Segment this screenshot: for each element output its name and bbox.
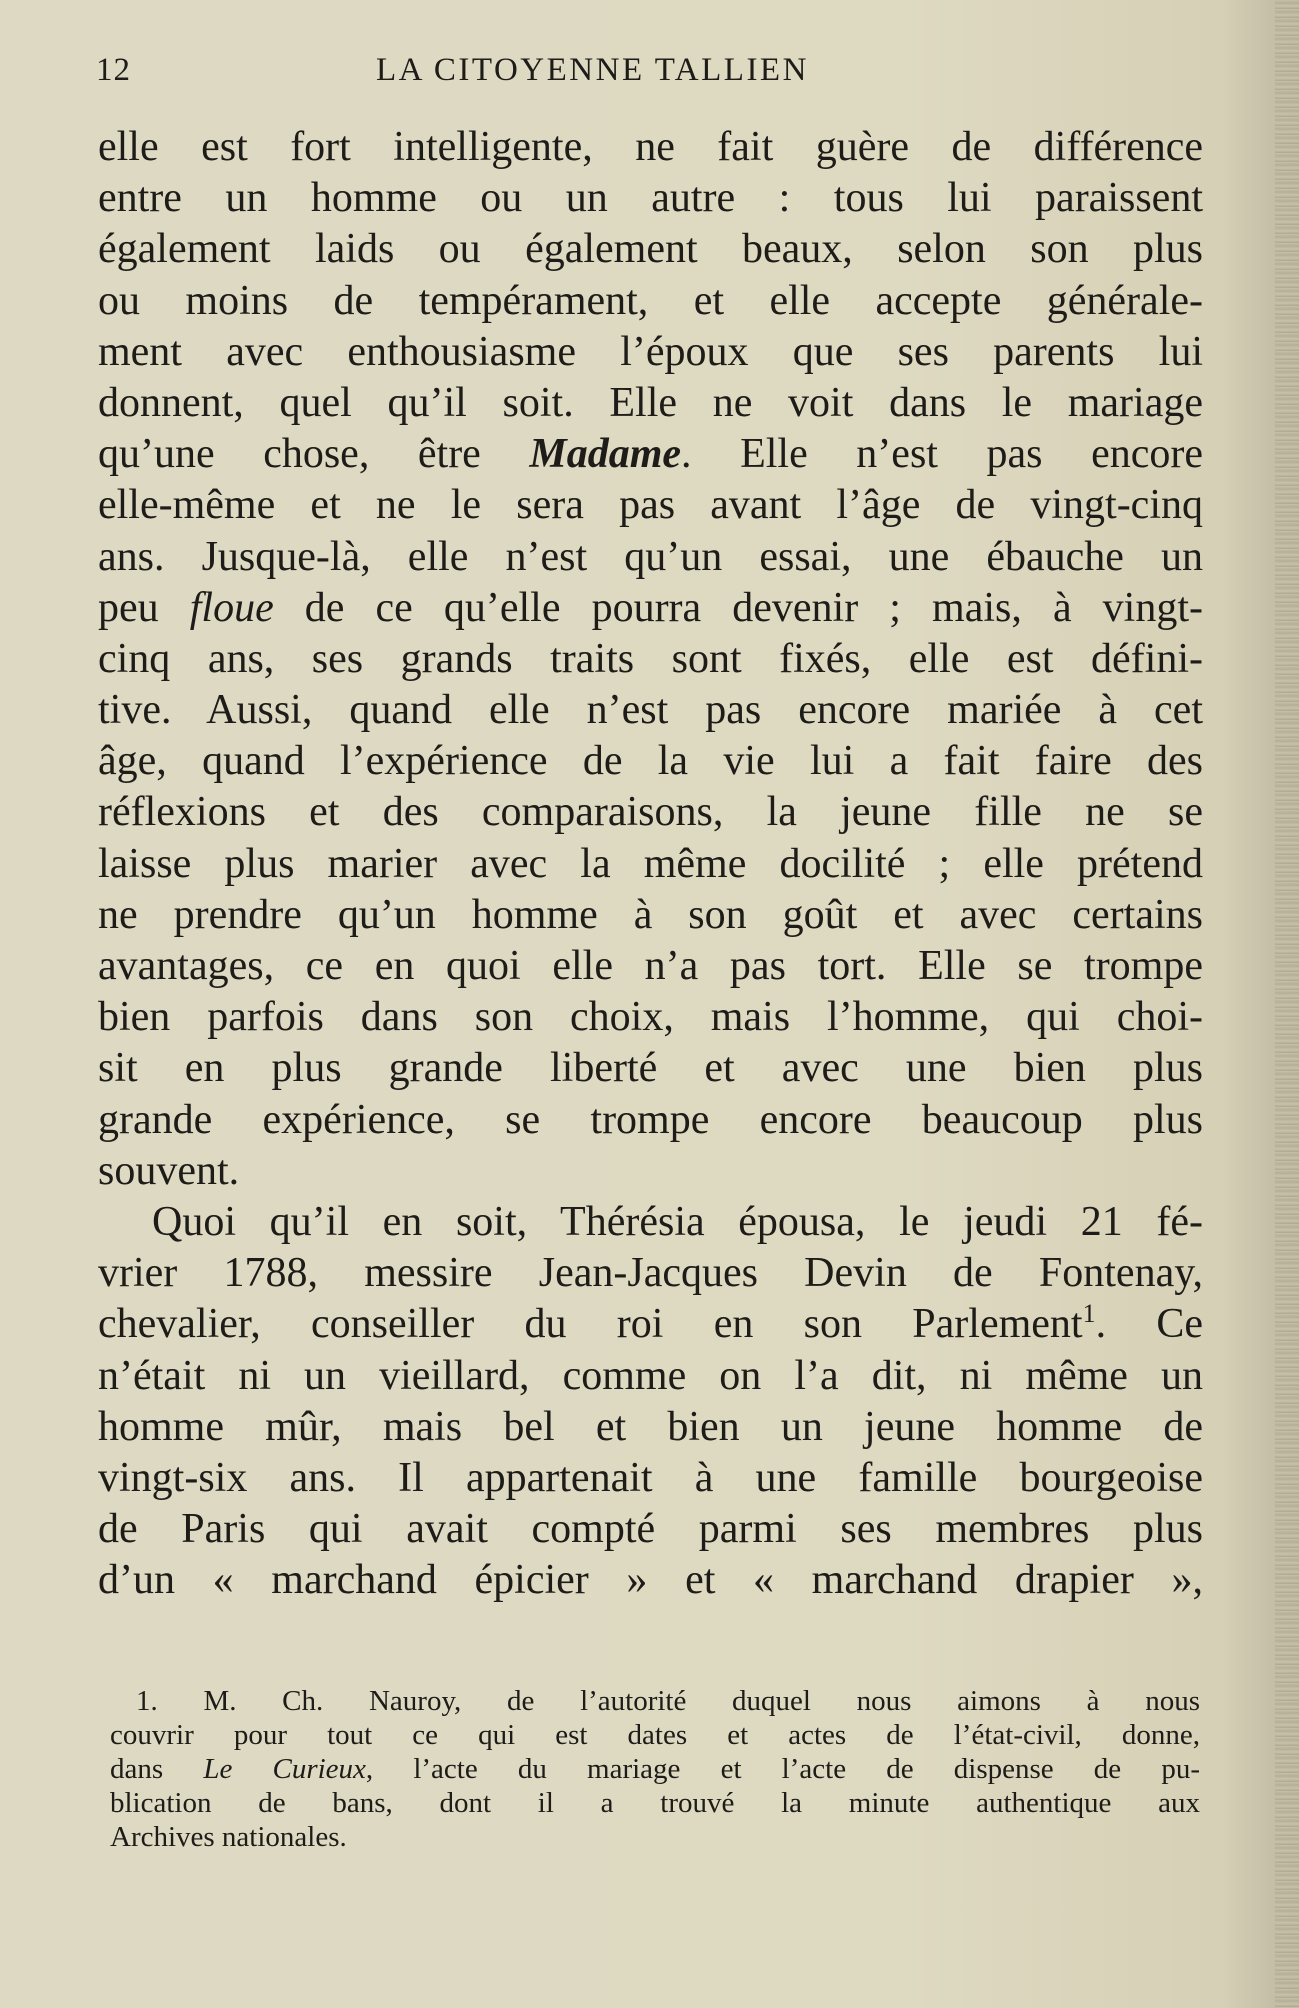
text-segment: qu’une chose, être: [98, 431, 530, 478]
text-segment: de ce qu’elle pourra devenir ; mais, à vingt-: [273, 584, 1203, 631]
text-segment: dans: [110, 1753, 204, 1785]
text-line: d’un « marchand épicier » et « marchand drapier »,: [98, 1557, 1203, 1604]
text-line: laisse plus marier avec la même docilité ; elle prétend: [98, 840, 1203, 887]
footnote: [110, 1684, 1200, 1854]
footnote-line: couvrir pour tout ce qui est dates et actes de l’état-civil, donne,: [110, 1719, 1200, 1751]
footnote-reference: 1: [1082, 1299, 1096, 1329]
text-line: avantages, ce en quoi elle n’a pas tort. Elle se trompe: [98, 943, 1203, 989]
page-edge: [1275, 0, 1299, 2008]
text-segment: chevalier, conseiller du roi en son Parlement: [98, 1301, 1083, 1348]
text-line: Quoi qu’il en soit, Thérésia épousa, le jeudi 21 fé-: [152, 1198, 1203, 1245]
text-segment: . Elle n’est pas encore: [681, 431, 1203, 478]
text-line: [98, 583, 1203, 634]
text-segment: , l’acte du mariage et l’acte de dispense de pu-: [365, 1753, 1200, 1785]
text-line: bien parfois dans son choix, mais l’homme, qui choi-: [98, 994, 1203, 1041]
text-line: sit en plus grande liberté et avec une bien plus: [98, 1045, 1203, 1092]
text-line: également laids ou également beaux, selon son plus: [98, 226, 1203, 273]
text-line: n’était ni un vieillard, comme on l’a dit, ni même un: [98, 1352, 1203, 1399]
text-line: elle est fort intelligente, ne fait guère de différence: [98, 124, 1203, 170]
footnote-line: blication de bans, dont il a trouvé la minute authentique aux: [110, 1787, 1200, 1819]
text-line: réflexions et des comparaisons, la jeune fille ne se: [98, 789, 1203, 836]
page-number: 12: [96, 52, 131, 88]
footnote-line: 1. M. Ch. Nauroy, de l’autorité duquel nous aimons à nous: [136, 1685, 1200, 1717]
body-text: [98, 122, 1203, 1606]
text-line: ment avec enthousiasme l’époux que ses parents lui: [98, 328, 1203, 375]
text-line: entre un homme ou un autre : tous lui paraissent: [98, 175, 1203, 222]
text-line: ans. Jusque-là, elle n’est qu’un essai, une ébauche un: [98, 533, 1203, 580]
emphasis-floue: floue: [189, 584, 274, 631]
text-line: âge, quand l’expérience de la vie lui a fait faire des: [98, 738, 1203, 785]
text-line: souvent.: [98, 1147, 240, 1194]
text-line: [98, 429, 1203, 480]
footnote-line: Archives nationales.: [110, 1821, 347, 1853]
text-line: tive. Aussi, quand elle n’est pas encore mariée à cet: [98, 687, 1203, 734]
text-line: grande expérience, se trompe encore beaucoup plus: [98, 1096, 1203, 1143]
text-line: ne prendre qu’un homme à son goût et avec certains: [98, 891, 1203, 938]
text-line: ou moins de tempérament, et elle accepte générale-: [98, 277, 1203, 324]
emphasis-le-curieux: Le Curieux: [203, 1753, 366, 1785]
text-line: vrier 1788, messire Jean-Jacques Devin de Fontenay,: [98, 1250, 1203, 1297]
text-segment: . Ce: [1095, 1301, 1204, 1348]
text-line: vingt-six ans. Il appartenait à une famille bourgeoise: [98, 1454, 1203, 1501]
text-line: [98, 1299, 1203, 1350]
text-segment: peu: [98, 584, 190, 631]
text-line: cinq ans, ses grands traits sont fixés, elle est défini-: [98, 635, 1203, 682]
text-line: elle-même et ne le sera pas avant l’âge de vingt-cinq: [98, 482, 1203, 529]
text-line: donnent, quel qu’il soit. Elle ne voit dans le mariage: [98, 379, 1203, 426]
text-line: homme mûr, mais bel et bien un jeune homme de: [98, 1403, 1203, 1450]
footnote-line: [110, 1752, 1200, 1786]
running-title: LA CITOYENNE TALLIEN: [376, 52, 809, 88]
emphasis-madame: Madame: [529, 431, 682, 478]
running-head: [96, 52, 1196, 102]
text-line: de Paris qui avait compté parmi ses membres plus: [98, 1506, 1203, 1553]
